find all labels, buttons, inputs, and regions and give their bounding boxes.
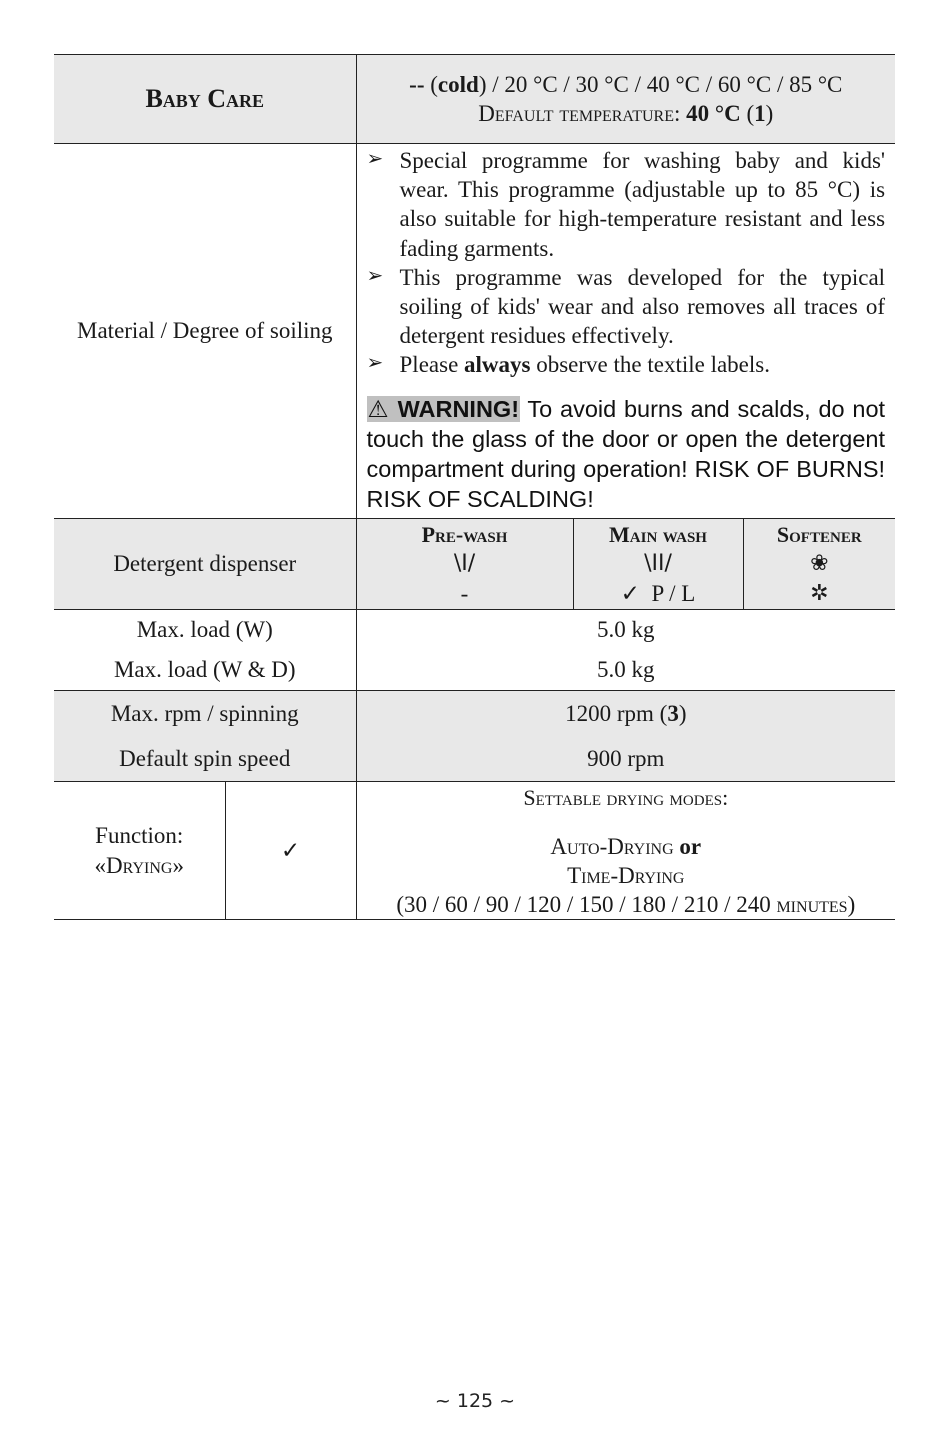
detergent-row	[54, 518, 895, 609]
arrow-bullet-icon: ➢	[366, 146, 384, 170]
spin-max-row	[54, 690, 895, 737]
programme-title: Baby Care	[54, 55, 356, 144]
drying-durations-close: )	[847, 892, 856, 918]
bullet-pre: Please	[399, 352, 459, 378]
temperature-options	[356, 55, 895, 144]
drying-auto-line	[357, 832, 896, 861]
softener-cell	[743, 518, 895, 609]
load-w-row	[54, 609, 895, 650]
spin-default-row	[54, 737, 895, 782]
drying-label	[54, 781, 225, 920]
arrow-bullet-icon: ➢	[366, 262, 384, 287]
temp-rest: / 20 °C / 30 °C / 40 °C / 60 °C / 85 °C	[492, 71, 843, 97]
spin-default-value: 900 rpm	[356, 737, 895, 782]
default-temp-label: Default temperature:	[478, 101, 681, 126]
prewash-header: Pre-wash	[421, 521, 508, 547]
drying-check-cell	[225, 781, 356, 920]
check-icon: ✓	[620, 580, 640, 606]
load-wd-value: 5.0 kg	[356, 650, 895, 691]
mainwash-value: P / L	[651, 580, 696, 606]
warning-text: To avoid burns and scalds, do not touch the glass of the door or open the detergent compartment during operation! RISK OF BURNS! RISK OF SCALDING!	[366, 395, 886, 512]
bullet-text: This programme was developed for the typical soiling of kids' wear and also removes all traces of detergent residues effectively.	[399, 264, 886, 349]
load-w-value: 5.0 kg	[356, 609, 895, 650]
drying-label-line2: «Drying»	[94, 852, 184, 878]
prewash-compartment-icon: \I/	[453, 550, 476, 576]
drying-row	[54, 781, 895, 920]
spin-max-cell: 1200 rpm (3)	[356, 690, 895, 737]
prewash-value: -	[460, 580, 469, 606]
bullet-post: observe the textile labels.	[536, 352, 770, 378]
load-w-label: Max. load (W)	[136, 617, 273, 643]
material-bullets	[367, 146, 886, 380]
temp-prefix: --	[409, 71, 425, 97]
mainwash-cell	[573, 518, 743, 609]
title-row	[54, 55, 895, 144]
temp-cold: cold	[437, 71, 479, 97]
spin-max-note: 3	[667, 701, 679, 727]
warning-heading	[367, 396, 521, 422]
bullet-text: Special programme for washing baby and kids' wear. This programme (adjustable up to 85 °C) is also suitable for high-temperature resistant and less fading garments.	[399, 148, 886, 261]
drying-or: or	[679, 833, 702, 859]
spin-max-value: 1200 rpm	[565, 701, 654, 727]
mainwash-compartment-icon: \II/	[644, 550, 672, 576]
load-wd-label: Max. load (W & D)	[113, 657, 296, 683]
drying-durations: (30 / 60 / 90 / 120 / 150 / 180 / 210 / 240	[396, 892, 771, 918]
bullet-item	[367, 263, 886, 351]
material-description	[356, 144, 895, 519]
page-number: ~ 125 ~	[434, 1390, 516, 1412]
drying-durations-line	[357, 890, 896, 919]
drying-durations-unit: minutes	[776, 892, 848, 918]
material-row	[54, 144, 895, 519]
warning-box	[367, 394, 886, 514]
arrow-bullet-icon: ➢	[366, 350, 384, 375]
drying-auto: Auto-Drying	[550, 833, 674, 859]
default-temp-note: 1	[754, 101, 766, 126]
softener-compartment-icon: ❀	[810, 550, 829, 576]
mainwash-header: Main wash	[609, 521, 707, 547]
spin-max-label: Max. rpm / spinning	[54, 690, 356, 737]
bullet-bold: always	[464, 352, 531, 378]
freeze-protection-icon: ✲	[810, 580, 829, 606]
warning-triangle-icon: ⚠	[367, 395, 390, 422]
prewash-cell	[356, 518, 573, 609]
detergent-label: Detergent dispenser	[54, 518, 356, 609]
bullet-item	[367, 350, 886, 379]
check-icon: ✓	[280, 838, 301, 864]
default-temp-value: 40 °C	[686, 101, 741, 126]
temperature-list: -- (cold) / 20 °C / 30 °C / 40 °C / 60 °C / 85 °C	[409, 71, 843, 97]
drying-modes-cell	[356, 781, 895, 920]
bullet-item	[367, 146, 886, 263]
programme-table	[54, 54, 895, 920]
warning-heading-text: WARNING!	[397, 395, 520, 422]
drying-modes-label: Settable drying modes:	[523, 784, 729, 810]
load-wd-row	[54, 650, 895, 691]
default-temperature: Default temperature: 40 °C (1)	[478, 101, 774, 126]
drying-label-line1: Function:	[95, 823, 184, 849]
spin-default-label: Default spin speed	[54, 737, 356, 782]
mainwash-value-line	[574, 579, 743, 608]
drying-time: Time-Drying	[567, 863, 685, 889]
material-label: Material / Degree of soiling	[77, 318, 333, 344]
softener-header: Softener	[776, 521, 862, 547]
